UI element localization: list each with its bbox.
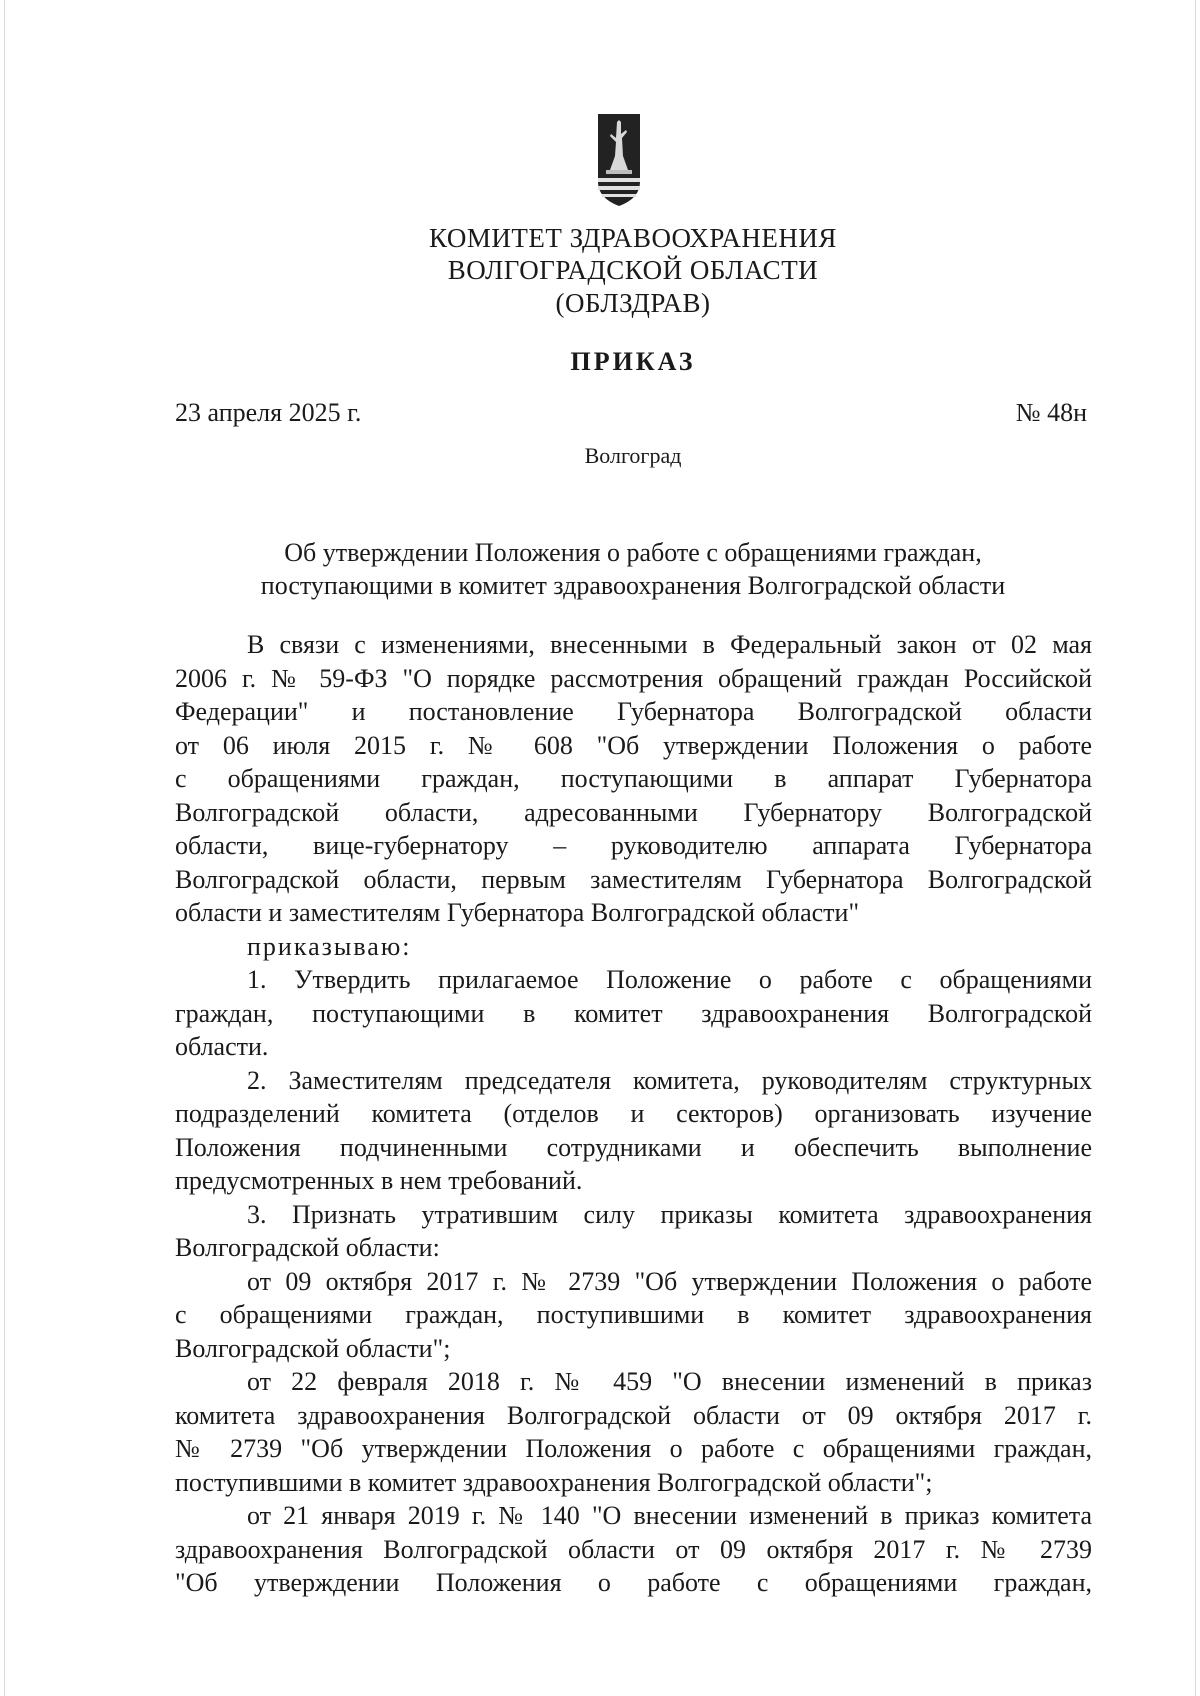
body-line: 3. Признать утратившим силу приказы комитета здравоохранения (247, 1199, 1092, 1229)
body-line: подразделений комитета (отделов и секторов) организовать изучение (175, 1099, 1092, 1128)
body-line: поступившими в комитет здравоохранения Волгоградской области"; (175, 1467, 933, 1497)
body-line: от 06 июля 2015 г. № 608 "Об утверждении Положения о работе (175, 730, 1092, 760)
body-line: Волгоградской области: (175, 1233, 440, 1262)
subject-line: Об утверждении Положения о работе с обращениями граждан, (284, 538, 982, 567)
body-line: от 22 февраля 2018 г. № 459 "О внесении изменений в приказ (247, 1367, 1092, 1396)
body-line: "Об утверждении Положения о работе с обращениями граждан, (175, 1568, 1092, 1597)
authority-name-line2: ВОЛГОГРАДСКОЙ ОБЛАСТИ (447, 255, 819, 285)
coat-of-arms-emblem (596, 112, 642, 208)
body-line: с обращениями граждан, поступающими в аппарат Губернатора (175, 764, 1092, 793)
subject-line: поступающими в комитет здравоохранения Волгоградской области (260, 571, 1006, 600)
body-line: Положения подчиненными сотрудниками и обеспечить выполнение (175, 1132, 1092, 1162)
body-line: граждан, поступающими в комитет здравоохранения Волгоградской (175, 998, 1092, 1028)
document-city: Волгоград (584, 443, 682, 468)
body-line: Федерации" и постановление Губернатора Волгоградской области (175, 697, 1092, 726)
document-number: № 48н (1015, 398, 1087, 427)
body-line: области и заместителям Губернатора Волгоградской области" (175, 898, 860, 927)
document-type-heading: ПРИКАЗ (570, 347, 696, 376)
body-line: В связи с изменениями, внесенными в Федеральный закон от 02 мая (247, 630, 1092, 659)
document-subject (0, 536, 1200, 602)
body-line: комитета здравоохранения Волгоградской области от 09 октября 2017 г. (175, 1400, 1092, 1430)
body-line: Волгоградской области, первым заместителям Губернатора Волгоградской (175, 864, 1092, 894)
body-line: предусмотренных в нем требований. (175, 1166, 583, 1195)
document-date: 23 апреля 2025 г. (175, 398, 362, 427)
body-line: от 09 октября 2017 г. № 2739 "Об утверждении Положения о работе (247, 1266, 1092, 1296)
document-body (175, 628, 1092, 1600)
body-line: 2. Заместителям председателя комитета, руководителям структурных (247, 1065, 1092, 1095)
body-line: Волгоградской области, адресованными Губернатору Волгоградской (175, 797, 1092, 827)
body-line: Волгоградской области"; (175, 1333, 451, 1363)
body-line: от 21 января 2019 г. № 140 "О внесении изменений в приказ комитета (247, 1501, 1092, 1530)
body-line: 2006 г. № 59-ФЗ "О порядке рассмотрения обращений граждан Российской (175, 663, 1092, 693)
body-line: № 2739 "Об утверждении Положения о работе с обращениями граждан, (175, 1434, 1092, 1463)
authority-abbreviation: (ОБЛЗДРАВ) (555, 288, 711, 318)
authority-name-line1: КОМИТЕТ ЗДРАВООХРАНЕНИЯ (429, 223, 837, 253)
body-line: области, вице-губернатору – руководителю аппарата Губернатора (175, 831, 1092, 860)
body-line: области. (175, 1032, 269, 1061)
body-line: здравоохранения Волгоградской области от 09 октября 2017 г. № 2739 (175, 1534, 1092, 1564)
body-line: 1. Утвердить прилагаемое Положение о работе с обращениями (247, 965, 1092, 994)
body-line: с обращениями граждан, поступившими в комитет здравоохранения (175, 1300, 1092, 1329)
body-line-decree: приказываю: (247, 931, 412, 961)
